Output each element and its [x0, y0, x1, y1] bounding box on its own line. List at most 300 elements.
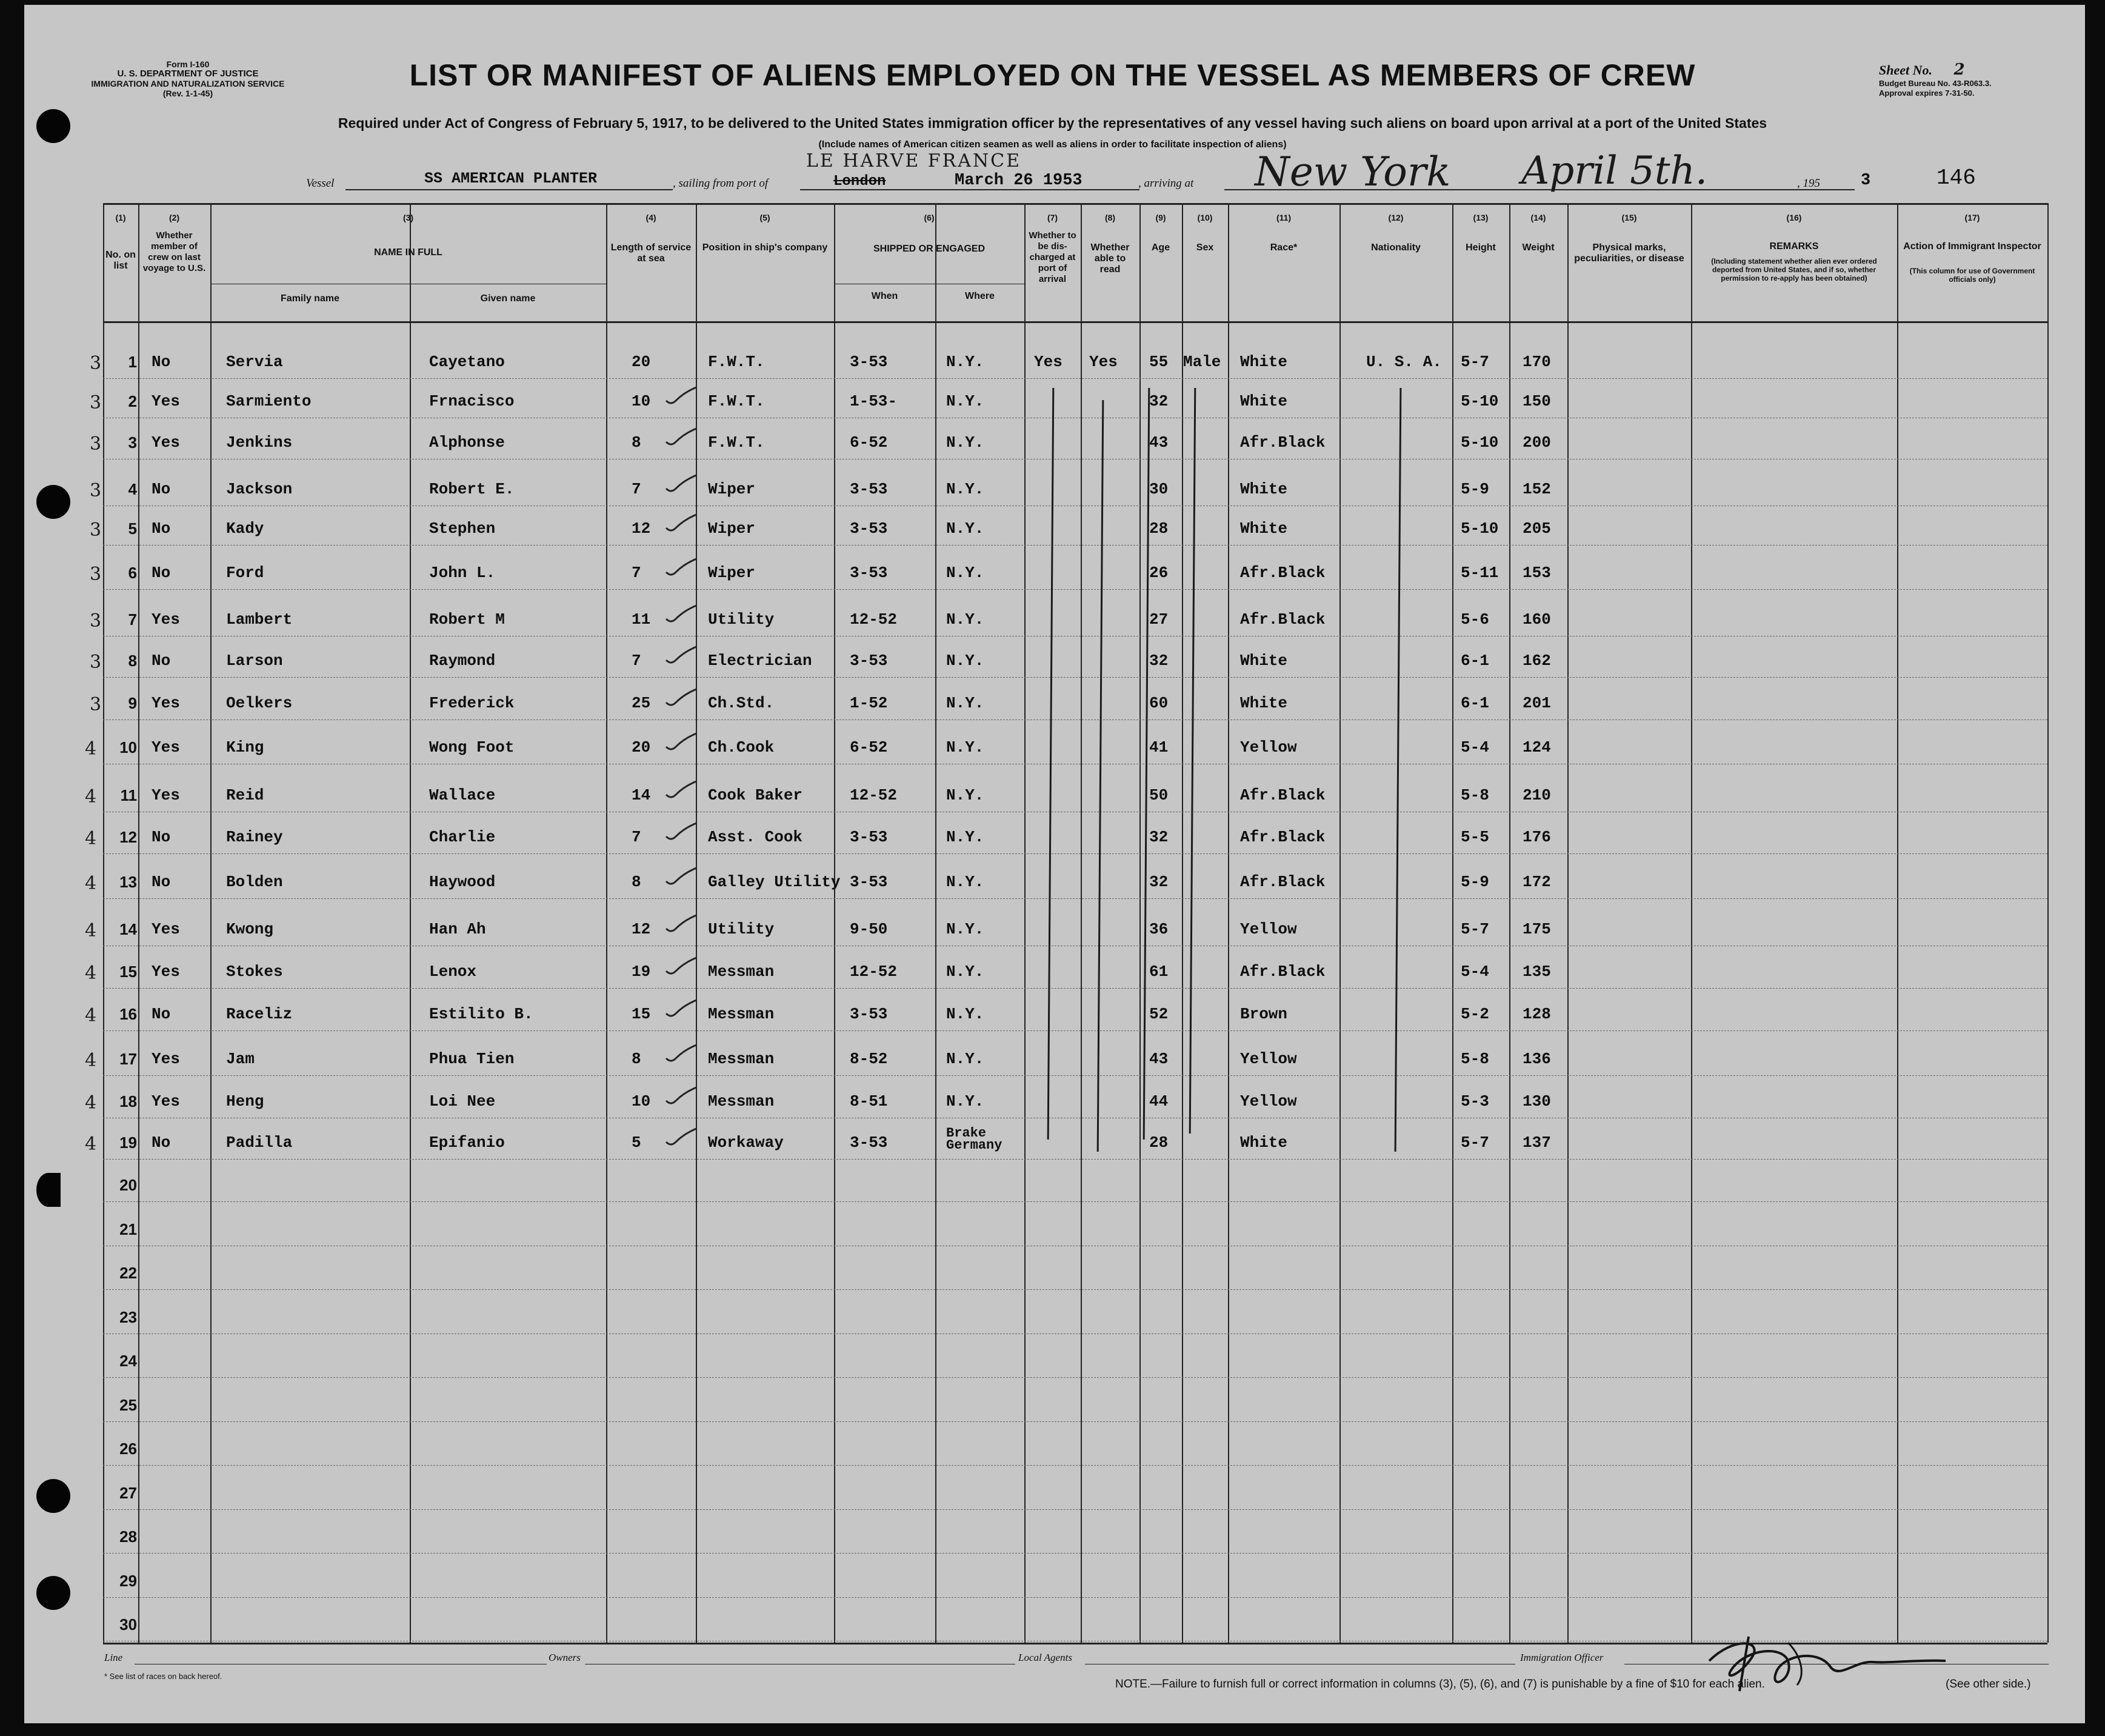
cell-where: N.Y. — [946, 1005, 984, 1023]
cell-family: Jenkins — [226, 433, 293, 452]
cell-service: 14 — [632, 786, 651, 804]
column-header-c8: Whether able to read — [1090, 242, 1130, 275]
cell-service: 20 — [632, 738, 651, 756]
column-subheader-c16: (Including statement whether alien ever ordered deported from United States, and if so, whether permission to re-apply has been obtained) — [1711, 257, 1877, 282]
row-tally-mark: 3 — [90, 694, 102, 715]
row-tally-mark: 3 — [90, 519, 102, 541]
cell-weight: 152 — [1523, 480, 1551, 498]
cell-prev: No — [152, 828, 171, 846]
cell-service: 25 — [632, 694, 651, 712]
arriving-label: , arriving at — [1138, 177, 1194, 190]
row-number: 3 — [128, 433, 137, 452]
row-number: 22 — [119, 1264, 137, 1282]
cell-family: Larson — [226, 652, 283, 670]
cell-age: 28 — [1149, 1133, 1169, 1152]
column-number: (14) — [1530, 213, 1546, 222]
cell-height: 5-7 — [1461, 1133, 1489, 1152]
check-tick — [664, 1043, 700, 1067]
footer-line-label: Line — [104, 1652, 123, 1663]
cell-service: 15 — [632, 1005, 651, 1023]
cell-where: N.Y. — [946, 353, 984, 371]
approval-expiry: Approval expires 7-31-50. — [1879, 88, 1975, 98]
cell-where: N.Y. — [946, 920, 984, 938]
cell-position: Galley Utility — [708, 873, 841, 891]
revision: (Rev. 1-1-45) — [162, 88, 213, 98]
column-header-c17: Action of Immigrant Inspector — [1903, 241, 2041, 252]
row-number: 10 — [119, 738, 137, 756]
cell-weight: 160 — [1523, 610, 1551, 629]
cell-race: White — [1240, 353, 1288, 371]
cell-family: Stokes — [226, 963, 283, 981]
footer-officer-label: Immigration Officer — [1520, 1652, 1604, 1663]
cell-given: Han Ah — [429, 920, 486, 938]
sheet-label: Sheet No. — [1879, 62, 1932, 78]
cell-service: 11 — [632, 610, 651, 629]
column-header-c9: Age — [1151, 242, 1170, 253]
check-tick — [664, 1085, 700, 1109]
cell-where: N.Y. — [946, 694, 984, 712]
cell-prev: Yes — [152, 920, 180, 938]
cell-service: 8 — [632, 1050, 641, 1068]
cell-family: Reid — [226, 786, 264, 804]
cell-family: King — [226, 738, 264, 756]
cell-weight: 170 — [1523, 353, 1551, 371]
row-number: 15 — [119, 963, 137, 981]
cell-age: 41 — [1149, 738, 1169, 756]
row-number: 6 — [128, 564, 137, 582]
cell-age: 30 — [1149, 480, 1169, 498]
cell-given: Cayetano — [429, 353, 505, 371]
cell-height: 5-3 — [1461, 1092, 1489, 1110]
check-tick — [664, 512, 700, 536]
when-header: When — [871, 291, 898, 301]
cell-given: Loi Nee — [429, 1092, 496, 1110]
cell-given: Raymond — [429, 652, 496, 670]
cell-when: 3-53 — [850, 353, 888, 371]
row-tally-mark: 3 — [90, 353, 102, 374]
row-number: 1 — [128, 353, 137, 371]
cell-height: 5-10 — [1461, 519, 1499, 538]
column-number: (5) — [759, 213, 770, 222]
row-number: 12 — [119, 828, 137, 846]
column-header-c16: REMARKS — [1769, 241, 1819, 252]
column-number: (9) — [1155, 213, 1166, 222]
cell-height: 6-1 — [1461, 694, 1489, 712]
cell-where: N.Y. — [946, 392, 984, 410]
column-number: (8) — [1104, 213, 1116, 222]
cell-position: Ch.Cook — [708, 738, 775, 756]
cell-weight: 135 — [1523, 963, 1551, 981]
cell-when: 1-53- — [850, 392, 898, 410]
cell-position: Cook Baker — [708, 786, 803, 804]
column-header-c14: Weight — [1522, 242, 1555, 253]
column-header-c5: Position in ship's company — [702, 242, 828, 253]
cell-race: Afr.Black — [1240, 610, 1326, 629]
check-tick — [664, 913, 700, 937]
cell-height: 5-4 — [1461, 963, 1489, 981]
row-tally-mark: 3 — [90, 480, 102, 501]
cell-prev: No — [152, 1005, 171, 1023]
row-number: 11 — [120, 786, 137, 804]
cell-height: 5-8 — [1461, 786, 1489, 804]
arriving-port: New York — [1255, 149, 1451, 195]
cell-position: Workaway — [708, 1133, 784, 1152]
check-tick — [664, 603, 700, 627]
row-tally-mark: 3 — [90, 564, 102, 585]
cell-service: 7 — [632, 828, 641, 846]
cell-position: F.W.T. — [708, 353, 765, 371]
cell-weight: 124 — [1523, 738, 1551, 756]
row-tally-mark: 3 — [90, 433, 102, 455]
service-name: IMMIGRATION AND NATURALIZATION SERVICE — [91, 79, 285, 88]
cell-age: 32 — [1149, 392, 1169, 410]
footer-agents-label: Local Agents — [1018, 1652, 1072, 1663]
row-tally-mark: 4 — [85, 1092, 97, 1113]
cell-weight: 200 — [1523, 433, 1551, 452]
cell-race: White — [1240, 694, 1288, 712]
cell-height: 5-5 — [1461, 828, 1489, 846]
row-tally-mark: 4 — [85, 738, 97, 760]
row-number: 9 — [128, 694, 137, 712]
check-tick — [664, 556, 700, 581]
cell-when: 3-53 — [850, 519, 888, 538]
required-statement: Required under Act of Congress of February 5, 1917, to be delivered to the United States immigration officer by the representatives of any vessel having such aliens on board upon arrival at a port of the United States — [338, 115, 1767, 131]
cell-height: 5-2 — [1461, 1005, 1489, 1023]
cell-position: Messman — [708, 1092, 775, 1110]
see-other-side: (See other side.) — [1946, 1678, 2031, 1691]
column-number: (6) — [924, 213, 935, 222]
cell-prev: Yes — [152, 392, 180, 410]
cell-when: 3-53 — [850, 828, 888, 846]
cell-height: 5-7 — [1461, 353, 1489, 371]
cell-age: 28 — [1149, 519, 1169, 538]
cell-sex: Male — [1183, 353, 1221, 371]
row-tally-mark: 4 — [85, 786, 97, 807]
cell-when: 3-53 — [850, 873, 888, 891]
check-tick — [664, 955, 700, 980]
cell-where: N.Y. — [946, 1092, 984, 1110]
column-number: (17) — [1964, 213, 1980, 222]
cell-prev: Yes — [152, 786, 180, 804]
cell-race: White — [1240, 519, 1288, 538]
sailing-label: , sailing from port of — [673, 177, 769, 190]
cell-prev: No — [152, 1133, 171, 1152]
cell-race: Afr.Black — [1240, 828, 1326, 846]
cell-family: Ford — [226, 564, 264, 582]
cell-family: Kady — [226, 519, 264, 538]
cell-race: White — [1240, 1133, 1288, 1152]
cell-age: 60 — [1149, 694, 1169, 712]
sailing-date: March 26 1953 — [955, 172, 1083, 190]
cell-race: Yellow — [1240, 1050, 1297, 1068]
cell-family: Heng — [226, 1092, 264, 1110]
cell-race: Afr.Black — [1240, 786, 1326, 804]
cell-race: Brown — [1240, 1005, 1288, 1023]
arriving-date: April 5th. — [1521, 149, 1708, 193]
port-original: London — [833, 173, 886, 190]
row-number: 17 — [119, 1050, 137, 1068]
cell-position: Messman — [708, 1005, 775, 1023]
cell-position: Wiper — [708, 519, 756, 538]
family-name-header: Family name — [281, 293, 339, 304]
cell-given: Robert M — [429, 610, 505, 629]
column-number: (11) — [1276, 213, 1292, 222]
cell-position: Messman — [708, 963, 775, 981]
row-tally-mark: 4 — [85, 1005, 97, 1026]
check-tick — [664, 426, 700, 450]
row-number: 25 — [119, 1395, 137, 1414]
vessel-name: SS AMERICAN PLANTER — [424, 170, 598, 187]
cell-race: Afr.Black — [1240, 433, 1326, 452]
cell-age: 43 — [1149, 433, 1169, 452]
cell-weight: 162 — [1523, 652, 1551, 670]
row-number: 27 — [119, 1483, 137, 1502]
cell-given: Lenox — [429, 963, 477, 981]
cell-where: N.Y. — [946, 433, 984, 452]
column-header-c15: Physical marks, peculiarities, or disease — [1574, 242, 1684, 264]
cell-family: Kwong — [226, 920, 274, 938]
cell-weight: 205 — [1523, 519, 1551, 538]
cell-where: N.Y. — [946, 738, 984, 756]
cell-prev: No — [152, 652, 171, 670]
row-number: 26 — [119, 1440, 137, 1458]
cell-when: 1-52 — [850, 694, 888, 712]
cell-where: N.Y. — [946, 610, 984, 629]
cell-service: 7 — [632, 480, 641, 498]
cell-position: Electrician — [708, 652, 812, 670]
column-number: (15) — [1621, 213, 1637, 222]
cell-where: N.Y. — [946, 480, 984, 498]
column-header-c11: Race* — [1270, 242, 1298, 253]
cell-age: 44 — [1149, 1092, 1169, 1110]
form-number: Form I-160 — [166, 59, 210, 69]
row-tally-mark: 3 — [90, 610, 102, 632]
cell-family: Padilla — [226, 1133, 293, 1152]
column-number: (1) — [115, 213, 126, 222]
cell-position: Wiper — [708, 564, 756, 582]
cell-weight: 210 — [1523, 786, 1551, 804]
cell-given: Wallace — [429, 786, 496, 804]
punch-hole — [36, 485, 70, 519]
cell-height: 5-10 — [1461, 433, 1499, 452]
cell-position: Messman — [708, 1050, 775, 1068]
cell-age: 55 — [1149, 353, 1169, 371]
cell-when: 12-52 — [850, 963, 898, 981]
column-header-c7: Whether to be dis-charged at port of arrival — [1029, 230, 1076, 284]
cell-age: 32 — [1149, 873, 1169, 891]
check-tick — [664, 385, 700, 409]
cell-family: Oelkers — [226, 694, 293, 712]
cell-weight: 175 — [1523, 920, 1551, 938]
cell-service: 20 — [632, 353, 651, 371]
department: U. S. DEPARTMENT OF JUSTICE — [117, 68, 259, 79]
cell-service: 5 — [632, 1133, 641, 1152]
column-number: (10) — [1197, 213, 1213, 222]
cell-weight: 176 — [1523, 828, 1551, 846]
column-header-c1: No. on list — [105, 250, 136, 271]
cell-height: 5-9 — [1461, 480, 1489, 498]
cell-age: 43 — [1149, 1050, 1169, 1068]
cell-position: F.W.T. — [708, 392, 765, 410]
cell-race: Yellow — [1240, 920, 1297, 938]
cell-prev: Yes — [152, 1050, 180, 1068]
penalty-note: NOTE.—Failure to furnish full or correct information in columns (3), (5), (6), and (7) is punishable by a fine of $10 for each alien. — [1115, 1678, 1765, 1691]
cell-race: White — [1240, 480, 1288, 498]
check-tick — [664, 731, 700, 755]
given-name-header: Given name — [480, 293, 536, 304]
cell-age: 61 — [1149, 963, 1169, 981]
include-note: (Include names of American citizen seamen as well as aliens in order to facilitate inspection of aliens) — [818, 139, 1287, 150]
cell-service: 19 — [632, 963, 651, 981]
cell-family: Servia — [226, 353, 283, 371]
row-number: 21 — [119, 1220, 137, 1238]
column-number: (4) — [646, 213, 656, 222]
cell-height: 5-8 — [1461, 1050, 1489, 1068]
cell-age: 32 — [1149, 652, 1169, 670]
check-tick — [664, 998, 700, 1022]
cell-race: Afr.Black — [1240, 963, 1326, 981]
row-tally-mark: 3 — [90, 392, 102, 413]
row-number: 23 — [119, 1307, 137, 1326]
column-number: (16) — [1786, 213, 1802, 222]
column-header-c3: NAME IN FULL — [374, 247, 442, 258]
cell-given: Phua Tien — [429, 1050, 515, 1068]
cell-position: Utility — [708, 920, 775, 938]
races-note: * See list of races on back hereof. — [104, 1672, 222, 1681]
column-header-c12: Nationality — [1371, 242, 1421, 253]
cell-where: Brake Germany — [946, 1126, 1002, 1153]
punch-hole — [36, 1576, 70, 1610]
cell-prev: No — [152, 873, 171, 891]
cell-where: N.Y. — [946, 1050, 984, 1068]
cell-when: 8-51 — [850, 1092, 888, 1110]
cell-service: 8 — [632, 873, 641, 891]
cell-weight: 153 — [1523, 564, 1551, 582]
cell-height: 5-10 — [1461, 392, 1499, 410]
row-number: 24 — [119, 1352, 137, 1370]
check-tick — [664, 644, 700, 669]
row-number: 5 — [128, 519, 137, 538]
cell-weight: 150 — [1523, 392, 1551, 410]
cell-when: 3-53 — [850, 1005, 888, 1023]
cell-race: White — [1240, 392, 1288, 410]
cell-service: 7 — [632, 652, 641, 670]
cell-prev: Yes — [152, 694, 180, 712]
cell-height: 5-9 — [1461, 873, 1489, 891]
column-number: (7) — [1047, 213, 1058, 222]
row-number: 13 — [119, 873, 137, 891]
cell-height: 5-7 — [1461, 920, 1489, 938]
sheet-number-field — [1879, 61, 1965, 79]
cell-family: Jackson — [226, 480, 293, 498]
column-header-c13: Height — [1466, 242, 1496, 253]
cell-height: 6-1 — [1461, 652, 1489, 670]
check-tick — [664, 1126, 700, 1150]
check-tick — [664, 821, 700, 845]
cell-position: F.W.T. — [708, 433, 765, 452]
page-title: LIST OR MANIFEST OF ALIENS EMPLOYED ON THE VESSEL AS MEMBERS OF CREW — [409, 58, 1696, 92]
column-header-c6: SHIPPED OR ENGAGED — [873, 244, 986, 254]
cell-where: N.Y. — [946, 873, 984, 891]
cell-race: Afr.Black — [1240, 564, 1326, 582]
cell-service: 10 — [632, 1092, 651, 1110]
cell-given: Epifanio — [429, 1133, 505, 1152]
cell-age: 50 — [1149, 786, 1169, 804]
row-tally-mark: 3 — [90, 652, 102, 673]
sheet-number: 2 — [1953, 61, 1965, 79]
year-label: , 195 — [1797, 177, 1820, 190]
cell-prev: Yes — [152, 610, 180, 629]
cell-given: Charlie — [429, 828, 496, 846]
cell-when: 3-53 — [850, 480, 888, 498]
cell-family: Jam — [226, 1050, 255, 1068]
cell-when: 3-53 — [850, 1133, 888, 1152]
row-number: 8 — [128, 652, 137, 670]
cell-when: 9-50 — [850, 920, 888, 938]
cell-when: 12-52 — [850, 610, 898, 629]
cell-given: Haywood — [429, 873, 496, 891]
cell-when: 8-52 — [850, 1050, 888, 1068]
cell-given: Stephen — [429, 519, 496, 538]
cell-position: Wiper — [708, 480, 756, 498]
cell-where: N.Y. — [946, 963, 984, 981]
cell-age: 32 — [1149, 828, 1169, 846]
cell-height: 5-11 — [1461, 564, 1499, 582]
row-tally-mark: 4 — [85, 1133, 97, 1155]
check-tick — [664, 473, 700, 497]
row-tally-mark: 4 — [85, 963, 97, 984]
cell-prev: Yes — [152, 1092, 180, 1110]
cell-service: 12 — [632, 519, 651, 538]
cell-prev: No — [152, 519, 171, 538]
budget-block — [1879, 79, 1992, 98]
row-number: 16 — [119, 1005, 137, 1023]
budget-number: Budget Bureau No. 43-R063.3. — [1879, 79, 1992, 88]
row-tally-mark: 4 — [85, 828, 97, 849]
row-tally-mark: 4 — [85, 873, 97, 894]
cell-read: Yes — [1089, 353, 1118, 371]
cell-weight: 136 — [1523, 1050, 1551, 1068]
cell-prev: Yes — [152, 433, 180, 452]
check-tick — [664, 687, 700, 711]
port-handwritten: LE HARVE FRANCE — [806, 150, 1021, 172]
cell-discharged: Yes — [1034, 353, 1063, 371]
cell-when: 6-52 — [850, 433, 888, 452]
cell-given: Alphonse — [429, 433, 505, 452]
check-tick — [664, 866, 700, 890]
row-number: 19 — [119, 1133, 137, 1152]
cell-prev: No — [152, 353, 171, 371]
cell-when: 6-52 — [850, 738, 888, 756]
cell-family: Bolden — [226, 873, 283, 891]
row-number: 2 — [128, 392, 137, 410]
punch-hole — [36, 1479, 70, 1513]
cell-race: Yellow — [1240, 1092, 1297, 1110]
cell-where: N.Y. — [946, 519, 984, 538]
column-header-c2: Whether member of crew on last voyage to U.S. — [142, 230, 206, 273]
cell-position: Asst. Cook — [708, 828, 803, 846]
cell-family: Sarmiento — [226, 392, 312, 410]
cell-position: Ch.Std. — [708, 694, 775, 712]
cell-given: Frnacisco — [429, 392, 515, 410]
cell-service: 12 — [632, 920, 651, 938]
cell-service: 10 — [632, 392, 651, 410]
row-number: 14 — [119, 920, 137, 938]
cell-age: 27 — [1149, 610, 1169, 629]
cell-age: 26 — [1149, 564, 1169, 582]
cell-when: 3-53 — [850, 564, 888, 582]
row-number: 20 — [119, 1176, 137, 1194]
